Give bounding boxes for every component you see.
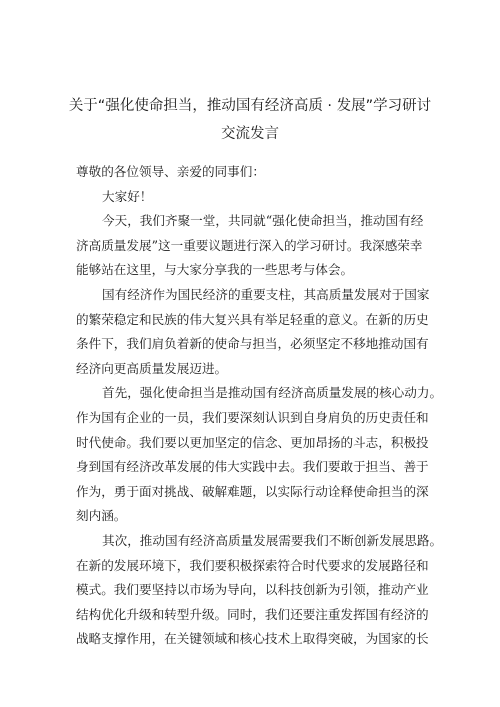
- title-line-1: 关于“强化使命担当，推动国有经济高质 · 发展”学习研讨: [68, 98, 432, 114]
- paragraph-line: 国有经济作为国民经济的重要支柱，其高质量发展对于国家: [102, 286, 430, 302]
- greeting: 大家好！: [102, 188, 153, 204]
- document-title: [0, 92, 500, 148]
- paragraph-line: 经济向更高质量发展迈进。: [76, 360, 228, 376]
- paragraph-line: 时代使命。我们要以更加坚定的信念、更加昂扬的斗志，积极投: [76, 434, 429, 450]
- salutation: 尊敬的各位领导、亲爱的同事们：: [76, 164, 265, 179]
- paragraph-line: 济高质量发展”这一重要议题进行深入的学习研讨。我深感荣幸: [76, 237, 423, 253]
- title-line-2: 交流发言: [221, 126, 279, 142]
- paragraph-line: 能够站在这里，与大家分享我的一些思考与体会。: [76, 262, 354, 278]
- paragraph-line: 结构优化升级和转型升级。同时，我们还要注重发挥国有经济的: [76, 606, 429, 622]
- paragraph-line: 刻内涵。: [76, 508, 127, 524]
- paragraph-line: 作为，勇于面对挑战、破解难题，以实际行动诠释使命担当的深: [76, 483, 429, 499]
- paragraph-line: 在新的发展环境下，我们要积极探索符合时代要求的发展路径和: [76, 557, 429, 573]
- paragraph-line: 的繁荣稳定和民族的伟大复兴具有举足轻重的意义。在新的历史: [76, 311, 429, 327]
- document-body: [76, 160, 443, 652]
- paragraph-line: 作为国有企业的一员，我们要深刻认识到自身肩负的历史责任和: [76, 409, 429, 425]
- paragraph-line: 条件下，我们肩负着新的使命与担当，必须坚定不移地推动国有: [76, 336, 429, 352]
- paragraph-line: 首先，强化使命担当是推动国有经济高质量发展的核心动力。: [102, 385, 443, 401]
- paragraph-line: 战略支撑作用，在关键领域和核心技术上取得突破，为国家的长: [76, 631, 429, 647]
- paragraph-line: 模式。我们要坚持以市场为导向，以科技创新为引领，推动产业: [76, 582, 429, 598]
- paragraph-line: 身到国有经济改革发展的伟大实践中去。我们要敢于担当、善于: [76, 459, 429, 475]
- paragraph-line: 其次，推动国有经济高质量发展需要我们不断创新发展思路。: [102, 532, 443, 548]
- paragraph-line: 今天，我们齐聚一堂，共同就“强化使命担当，推动国有经: [102, 213, 424, 229]
